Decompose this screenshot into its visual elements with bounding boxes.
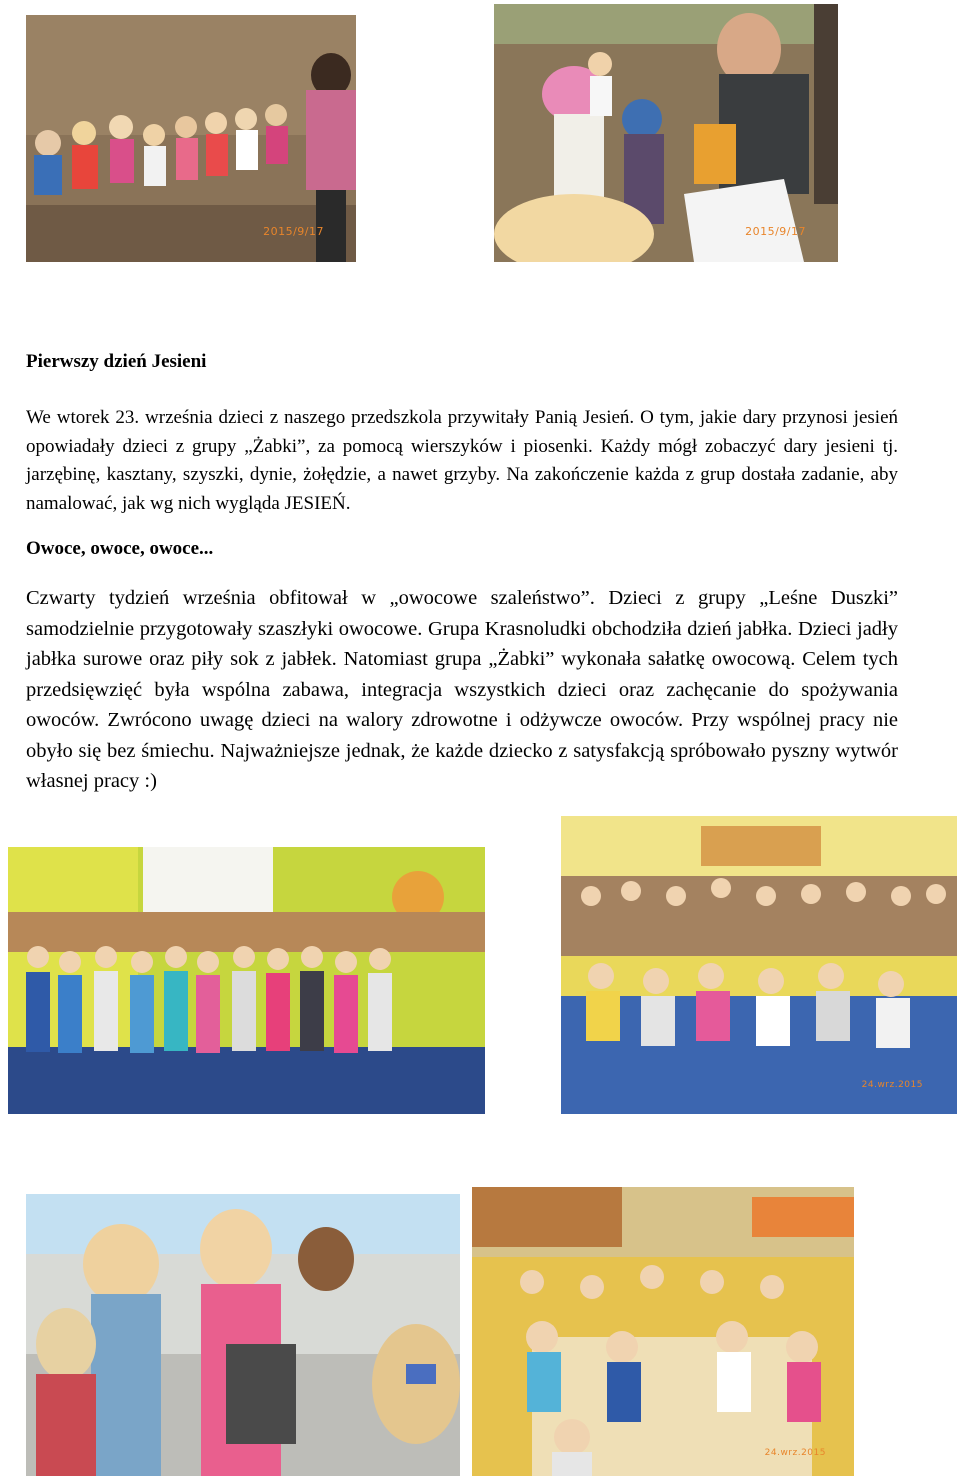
photo-date-stamp: 2015/9/17	[263, 225, 324, 238]
photo-group-holding-skewers	[8, 847, 485, 1114]
section-heading-fruits: Owoce, owoce, owoce...	[26, 538, 214, 559]
photo-children-in-field	[26, 15, 356, 262]
photo-children-at-tables	[472, 1187, 854, 1476]
photo-children-on-carpet	[561, 816, 957, 1114]
photo-children-with-bag	[494, 4, 838, 262]
photo-children-with-juicer	[26, 1194, 460, 1476]
section-heading-first-day-of-autumn: Pierwszy dzień Jesieni	[26, 351, 207, 372]
photo-date-stamp: 2015/9/17	[745, 225, 806, 238]
section-paragraph-first-day-of-autumn: We wtorek 23. września dzieci z naszego przedszkola przywitały Panią Jesień. O tym, jakie dary przynosi jesień opowiadały dzieci z grupy „Żabki”, za pomocą wierszyków i piosenki. Każdy mógł zobaczyć dary jesieni tj. jarzębinę, kasztany, szyszki, dynie, żołędzie, a nawet grzyby. Na zakończenie każda z grup dostała zadanie, aby namalować, jak wg nich wygląda JESIEŃ.	[26, 407, 898, 514]
photo-date-stamp: 24.wrz.2015	[764, 1448, 826, 1458]
photo-date-stamp: 24.wrz.2015	[861, 1080, 923, 1090]
section-paragraph-fruits: Czwarty tydzień września obfitował w „owocowe szaleństwo”. Dzieci z grupy „Leśne Duszki” samodzielnie przygotowały szaszłyki owocowe. Grupa Krasnoludki obchodziła dzień jabłka. Dzieci jadły jabłka surowe oraz piły sok z jabłek. Natomiast grupa „Żabki” wykonała sałatkę owocową. Celem tych przedsięwzięć była wspólna zabawa, integracja wszystkich dzieci oraz zachęcanie do spożywania owoców. Zwrócono uwagę dzieci na walory zdrowotne i odżywcze owoców. Przy wspólnej pracy nie obyło się bez śmiechu. Najważniejsze jednak, że każde dziecko z satysfakcją spróbowało pyszny wytwór własnej pracy :)	[26, 587, 898, 792]
